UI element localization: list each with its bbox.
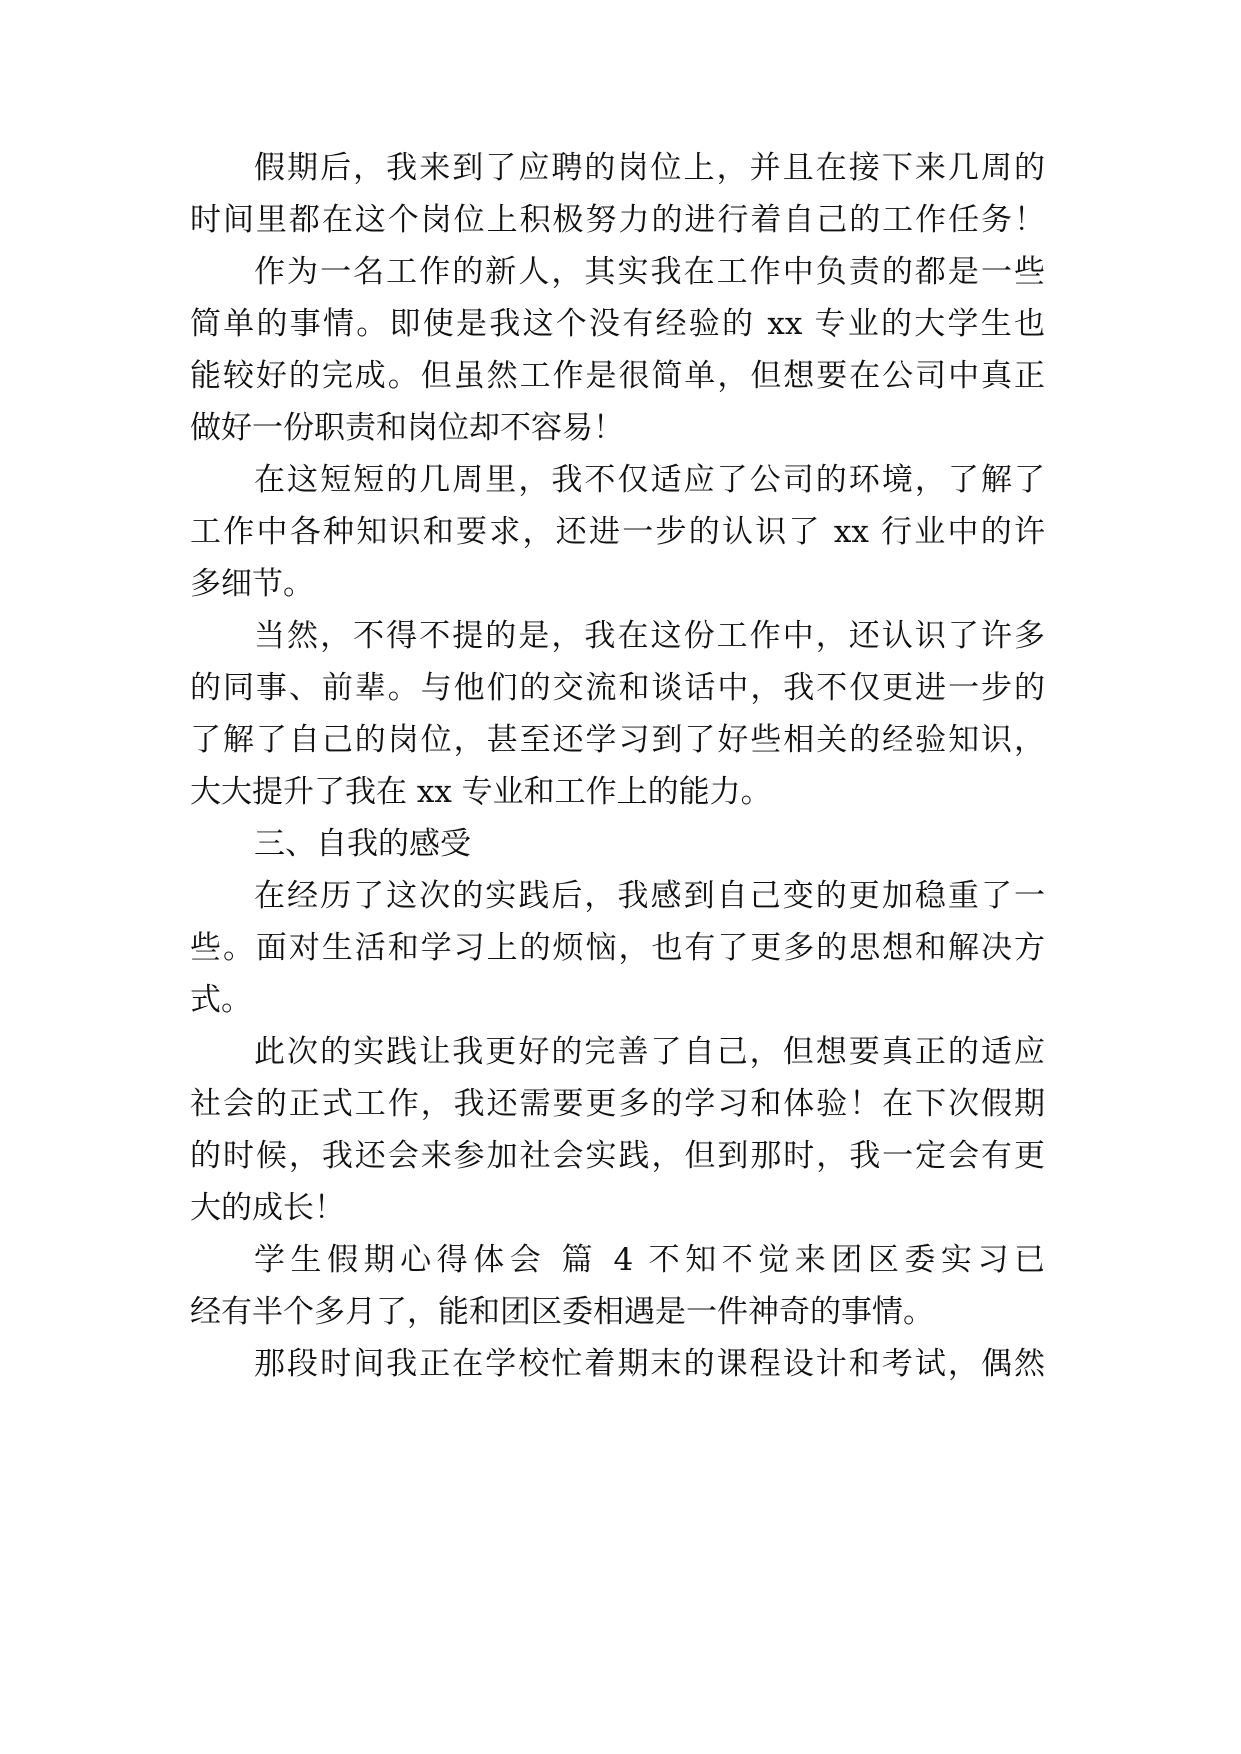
text-line: 经有半个多月了，能和团区委相遇是一件神奇的事情。 [190,1294,934,1330]
text-line: 的同事、前辈。与他们的交流和谈话中，我不仅更进一步的 [190,670,1045,706]
text-line: 此次的实践让我更好的完善了自己，但想要真正的适应 [254,1034,1045,1070]
text-line: 在经历了这次的实践后，我感到自己变的更加稳重了一 [254,878,1045,914]
text-line: 能较好的完成。但虽然工作是很简单，但想要在公司中真正 [190,358,1045,394]
text-line: 学生假期心得体会 篇 4 不知不觉来团区委实习已 [254,1242,1045,1278]
text-line: 社会的正式工作，我还需要更多的学习和体验！在下次假期 [190,1086,1045,1122]
text-line: 时间里都在这个岗位上积极努力的进行着自己的工作任务！ [190,202,1045,238]
text-line: 假期后，我来到了应聘的岗位上，并且在接下来几周的 [254,150,1045,186]
section-heading: 三、自我的感受 [254,826,471,862]
text-line: 那段时间我正在学校忙着期末的课程设计和考试，偶然 [254,1346,1045,1382]
text-line: 的时候，我还会来参加社会实践，但到那时，我一定会有更 [190,1138,1045,1174]
text-line: 大大提升了我在 xx 专业和工作上的能力。 [190,774,772,810]
text-line: 做好一份职责和岗位却不容易！ [190,410,624,446]
text-line: 式。 [190,982,252,1018]
text-line: 当然，不得不提的是，我在这份工作中，还认识了许多 [254,618,1045,654]
text-line: 作为一名工作的新人，其实我在工作中负责的都是一些 [254,254,1045,290]
text-line: 多细节。 [190,566,314,602]
text-line: 大的成长！ [190,1190,345,1226]
text-line: 在这短短的几周里，我不仅适应了公司的环境，了解了 [254,462,1045,498]
text-line: 简单的事情。即使是我这个没有经验的 xx 专业的大学生也 [190,306,1045,342]
text-line: 了解了自己的岗位，甚至还学习到了好些相关的经验知识， [190,722,1045,758]
text-line: 工作中各种知识和要求，还进一步的认识了 xx 行业中的许 [190,514,1045,550]
text-line: 些。面对生活和学习上的烦恼，也有了更多的思想和解决方 [190,930,1045,966]
